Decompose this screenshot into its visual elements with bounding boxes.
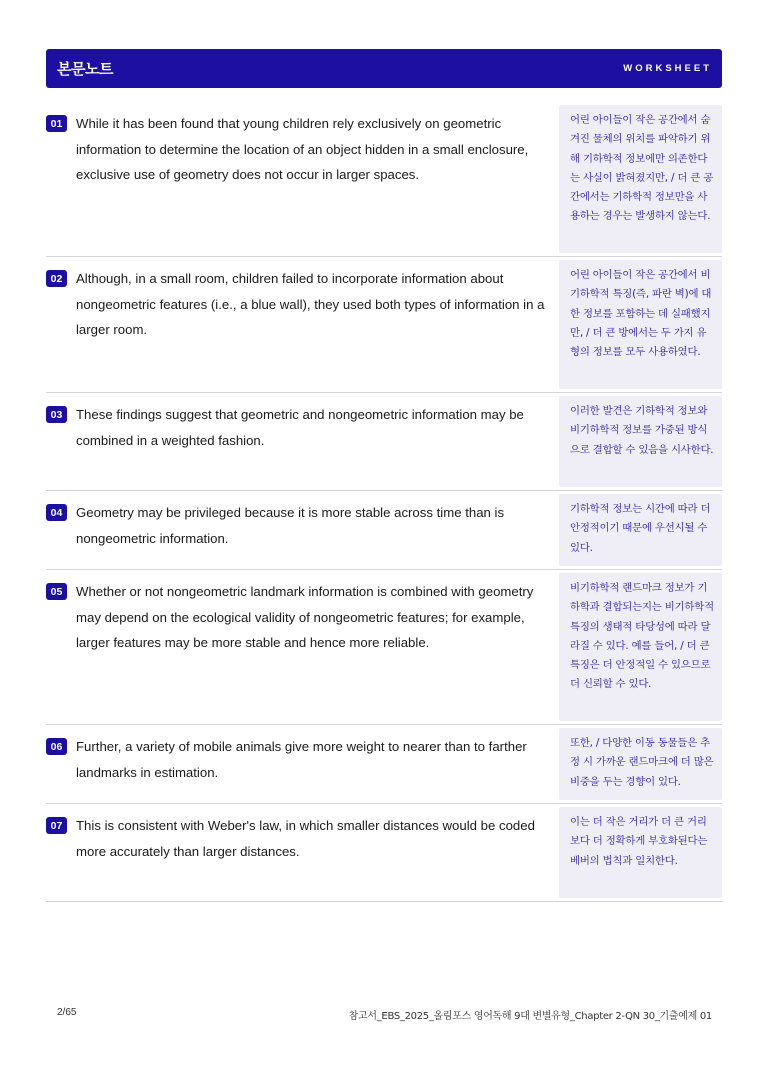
sentence-text: Geometry may be privileged because it is more stable across time than is nongeometric information. (76, 505, 505, 546)
sentence-number: 03 (46, 406, 67, 423)
sentence-translation: 이는 더 작은 거리가 더 큰 거리보다 더 정확하게 부호화된다는 베버의 법칙과 일치한다. (559, 807, 722, 898)
page-title: 본문노트 (57, 60, 113, 78)
sentence-row (46, 393, 722, 491)
sentence-text: This is consistent with Weber's law, in which smaller distances would be coded more accurately than larger distances. (76, 818, 535, 859)
source-reference: 참고서_EBS_2025_올림포스 영어독해 9대 변별유형_Chapter 2-QN 30_기출예제 01 (348, 1011, 712, 1022)
sentence-number: 07 (46, 817, 67, 834)
sentence-translation: 또한, / 다양한 이동 동물들은 추정 시 가까운 랜드마크에 더 많은 비중을 두는 경향이 있다. (559, 728, 722, 800)
sentence-translation: 기하학적 정보는 시간에 따라 더 안정적이기 때문에 우선시될 수 있다. (559, 494, 722, 566)
sentence-number: 01 (46, 115, 67, 132)
sentence-number: 04 (46, 504, 67, 521)
sentence-translation: 비기하학적 랜드마크 정보가 기하학과 결합되는지는 비기하학적 특징의 생태적 타당성에 따라 달라질 수 있다. 예를 들어, / 더 큰 특징은 더 안정적일 수 있으므로 더 신뢰할 수 있다. (559, 573, 722, 721)
sentence-text: Whether or not nongeometric landmark information is combined with geometry may depend on the ecological validity of nongeometric features; for example, larger features may be more stable and hence more reliable. (76, 584, 534, 650)
sentence-number: 05 (46, 583, 67, 600)
sentence-number: 02 (46, 270, 67, 287)
sentence-row (46, 725, 722, 804)
sentence-row (46, 102, 722, 257)
sentence-text: These findings suggest that geometric and nongeometric information may be combined in a weighted fashion. (76, 407, 524, 448)
sentence-row (46, 570, 722, 725)
sentence-text: While it has been found that young children rely exclusively on geometric information to determine the location of an object hidden in a small enclosure, exclusive use of geometry does not occur in larger spaces. (76, 116, 529, 182)
sentence-text: Further, a variety of mobile animals give more weight to nearer than to farther landmarks in estimation. (76, 739, 527, 780)
sentence-row (46, 491, 722, 570)
worksheet-label: WORKSHEET (623, 63, 712, 74)
sentence-row (46, 804, 722, 902)
sentence-translation: 어린 아이들이 작은 공간에서 숨겨진 물체의 위치를 파악하기 위해 기하학적 정보에만 의존한다는 사실이 밝혀졌지만, / 더 큰 공간에서는 기하학적 정보만을 사용하는 경우는 발생하지 않는다. (559, 105, 722, 253)
sentence-number: 06 (46, 738, 67, 755)
sentence-row (46, 257, 722, 393)
sentence-text: Although, in a small room, children failed to incorporate information about nongeometric features (i.e., a blue wall), they used both types of information in a larger room. (76, 271, 545, 337)
sentence-translation: 이러한 발견은 기하학적 정보와 비기하학적 정보를 가중된 방식으로 결합할 수 있음을 시사한다. (559, 396, 722, 487)
worksheet-header (46, 49, 722, 88)
page-number: 2/65 (57, 1007, 77, 1018)
sentence-translation: 어린 아이들이 작은 공간에서 비기하학적 특징(즉, 파란 벽)에 대한 정보를 포함하는 데 실패했지만, / 더 큰 방에서는 두 가지 유형의 정보를 모두 사용하였다. (559, 260, 722, 389)
sentence-list (46, 102, 722, 902)
